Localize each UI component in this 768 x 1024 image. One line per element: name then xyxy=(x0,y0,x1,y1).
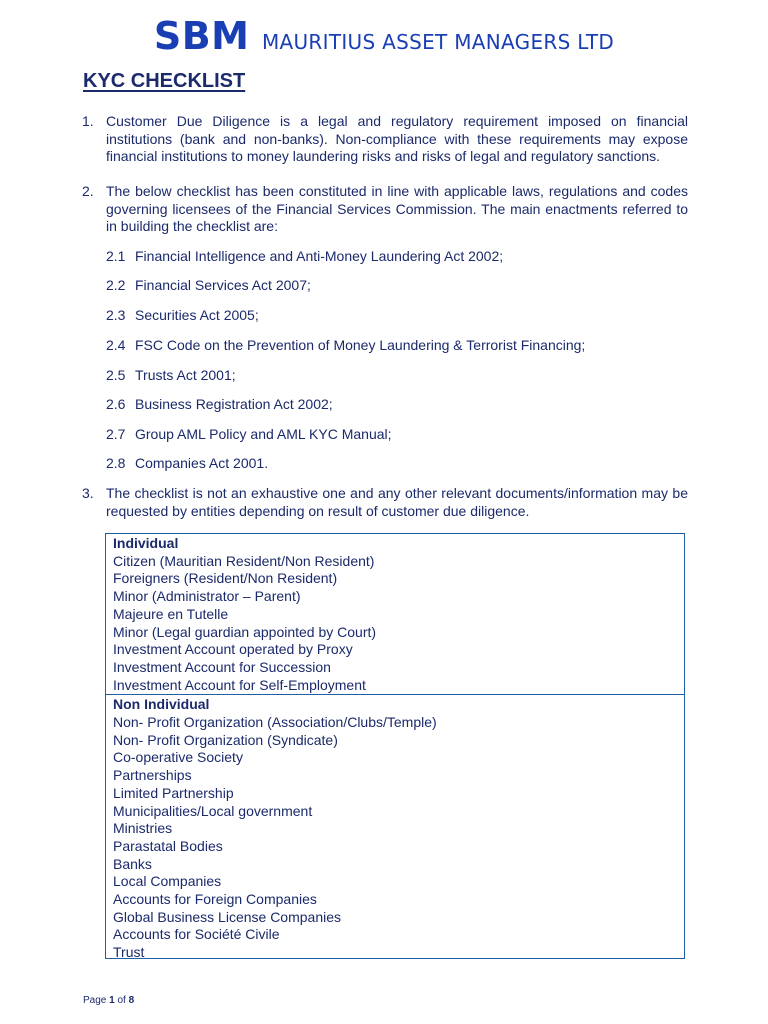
enactment-text: Financial Intelligence and Anti-Money Laundering Act 2002; xyxy=(135,248,504,264)
table-row: Accounts for Foreign Companies xyxy=(113,891,317,908)
enactment-number: 2.7 xyxy=(106,426,126,442)
enactment-number: 2.2 xyxy=(106,277,126,293)
enactment-number: 2.5 xyxy=(106,367,126,383)
table-row: Minor (Administrator – Parent) xyxy=(113,588,301,605)
document-header xyxy=(0,14,768,58)
table-row: Partnerships xyxy=(113,767,192,784)
page-total: 8 xyxy=(128,995,135,1006)
enactment-item xyxy=(106,337,585,354)
section-heading: Individual xyxy=(113,535,179,551)
table-row: Non- Profit Organization (Syndicate) xyxy=(113,731,338,748)
paragraph-1 xyxy=(82,113,688,166)
individual-section xyxy=(106,534,684,694)
table-row: Local Companies xyxy=(113,873,222,890)
enactment-number: 2.4 xyxy=(106,337,126,353)
enactment-number: 2.1 xyxy=(106,248,126,264)
enactment-text: Securities Act 2005; xyxy=(135,307,259,323)
enactment-number: 2.8 xyxy=(106,455,126,471)
sbm-logo: SBM xyxy=(153,14,250,58)
table-row: Municipalities/Local government xyxy=(113,802,313,819)
enactment-item xyxy=(106,248,503,265)
enactment-number: 2.6 xyxy=(106,396,126,412)
enactment-item xyxy=(106,455,268,472)
company-name: MAURITIUS ASSET MANAGERS LTD xyxy=(261,30,615,54)
paragraph-number: 2. xyxy=(82,183,94,199)
paragraph-2 xyxy=(82,183,688,236)
enactment-text: FSC Code on the Prevention of Money Laundering & Terrorist Financing; xyxy=(135,337,586,353)
table-row: Ministries xyxy=(113,820,173,837)
table-row: Investment Account for Self-Employment xyxy=(113,676,366,693)
table-row: Minor (Legal guardian appointed by Court) xyxy=(113,623,377,640)
table-row: Global Business License Companies xyxy=(113,908,342,925)
enactment-item xyxy=(106,396,333,413)
paragraph-text: The below checklist has been constituted in line with applicable laws, regulations and codes governing licensees of the Financial Services Commission. The main enactments referred to in building the checklist are: xyxy=(106,183,688,235)
table-row: Majeure en Tutelle xyxy=(113,605,229,622)
enactment-text: Companies Act 2001. xyxy=(135,455,269,471)
page-of: of xyxy=(117,995,126,1006)
table-row: Banks xyxy=(113,855,152,872)
enactment-item xyxy=(106,277,311,294)
table-row: Accounts for Société Civile xyxy=(113,926,280,943)
enactment-number: 2.3 xyxy=(106,307,126,323)
table-row: Citizen (Mauritian Resident/Non Resident) xyxy=(113,552,375,569)
paragraph-3 xyxy=(82,485,688,520)
table-row: Investment Account operated by Proxy xyxy=(113,641,353,658)
table-row: Co-operative Society xyxy=(113,749,243,766)
enactment-text: Business Registration Act 2002; xyxy=(135,396,333,412)
page-current: 1 xyxy=(109,995,115,1006)
paragraph-text: The checklist is not an exhaustive one and any other relevant documents/information may be requested by entities depending on result of customer due diligence. xyxy=(106,485,688,519)
table-row: Limited Partnership xyxy=(113,784,234,801)
enactment-text: Trusts Act 2001; xyxy=(135,367,236,383)
enactment-item xyxy=(106,307,259,324)
table-row: Investment Account for Succession xyxy=(113,658,331,675)
non-individual-section xyxy=(106,694,684,962)
enactment-text: Financial Services Act 2007; xyxy=(135,277,311,293)
paragraph-text: Customer Due Diligence is a legal and regulatory requirement imposed on financial institutions (bank and non-banks). Non-compliance with these requirements may expose financial institutions to money laundering risks and risks of legal and regulatory sanctions. xyxy=(106,113,688,165)
enactment-text: Group AML Policy and AML KYC Manual; xyxy=(135,426,392,442)
page-title: KYC CHECKLIST xyxy=(83,70,246,92)
customer-type-table xyxy=(105,533,685,959)
table-row: Trust xyxy=(113,944,145,961)
paragraph-number: 3. xyxy=(82,485,94,501)
enactment-item xyxy=(106,426,392,443)
table-row: Foreigners (Resident/Non Resident) xyxy=(113,570,338,587)
enactment-item xyxy=(106,367,236,384)
page-footer xyxy=(83,995,134,1006)
section-heading: Non Individual xyxy=(113,696,210,713)
table-row: Parastatal Bodies xyxy=(113,837,223,854)
paragraph-number: 1. xyxy=(82,113,94,129)
page-label: Page xyxy=(83,995,107,1006)
table-row: Non- Profit Organization (Association/Clubs/Temple) xyxy=(113,714,437,731)
